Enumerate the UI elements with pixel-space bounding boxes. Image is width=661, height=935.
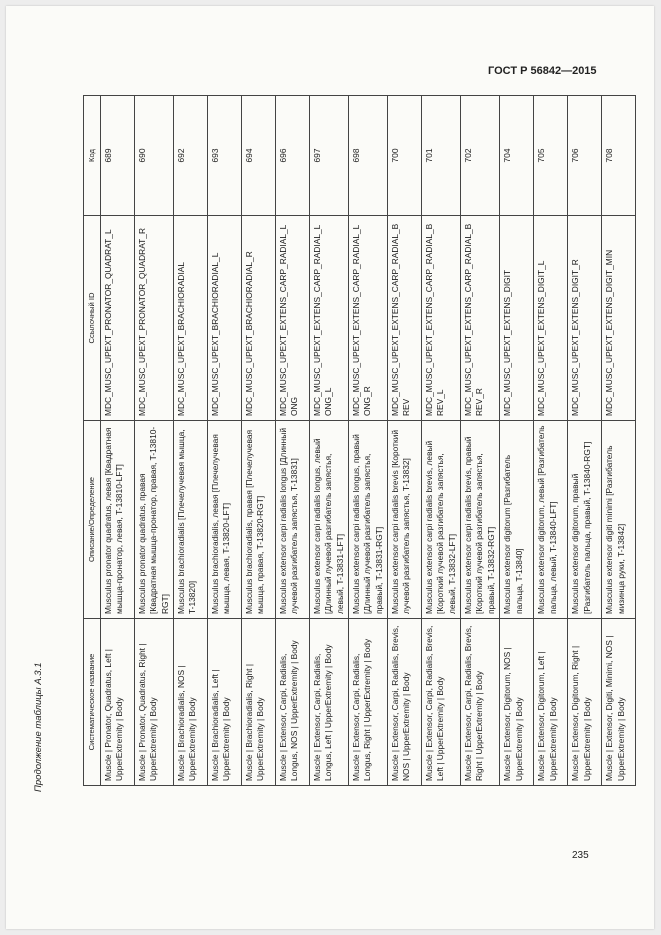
reference-id-cell: MDC_MUSC_UPEXT_EXTENS_CARP_RADIAL_LONG_R (349, 216, 388, 421)
code-cell: 700 (388, 96, 422, 216)
reference-id-cell: MDC_MUSC_UPEXT_PRONATOR_QUADRAT_L (101, 216, 135, 421)
table-row (422, 96, 461, 786)
table-row (310, 96, 349, 786)
description-cell: Musculus extensor carpi radialis longus, левый [Длинный лучевой разгибатель запястья, левый, T-13831-LFT] (310, 421, 349, 619)
table-body (101, 96, 636, 786)
reference-id-cell: MDC_MUSC_UPEXT_BRACHIORADIAL_R (242, 216, 276, 421)
description-cell: Musculus extensor carpi radialis brevis [Короткий лучевой разгибатель запястья, T-13832] (388, 421, 422, 619)
description-cell: Musculus pronator quadratus, правая [Квадратная мышца-пронатор, правая, T-13810-RGT] (135, 421, 174, 619)
code-cell: 701 (422, 96, 461, 216)
document-page (6, 6, 654, 929)
systematic-name-cell: Muscle | Extensor, Carpi, Radialis, Longus, Right | UpperExtremity | Body (349, 619, 388, 786)
description-cell: Musculus pronator quadratus, левая [Квадратная мышца-пронатор, левая, T-13810-LFT] (101, 421, 135, 619)
systematic-name-cell: Muscle | Extensor, Digiti, Minimi, NOS | UpperExtremity | Body (602, 619, 636, 786)
reference-id-cell: MDC_MUSC_UPEXT_EXTENS_DIGIT (500, 216, 534, 421)
code-cell: 702 (461, 96, 500, 216)
systematic-name-cell: Muscle | Pronator, Quadratus, Right | UpperExtremity | Body (135, 619, 174, 786)
reference-id-cell: MDC_MUSC_UPEXT_EXTENS_CARP_RADIAL_LONG_L (310, 216, 349, 421)
systematic-name-cell: Muscle | Brachioradialis, Left | UpperExtremity | Body (208, 619, 242, 786)
systematic-name-cell: Muscle | Extensor, Digitorum, Right | UpperExtremity | Body (568, 619, 602, 786)
code-cell: 697 (310, 96, 349, 216)
systematic-name-cell: Muscle | Extensor, Digitorum, NOS | UpperExtremity | Body (500, 619, 534, 786)
description-cell: Musculus brachioradialis [Плечелучевая мышца, T-13820] (174, 421, 208, 619)
description-cell: Musculus extensor carpi radialis brevis, левый [Короткий лучевой разгибатель запястья, левый, T-13832-LFT] (422, 421, 461, 619)
reference-id-cell: MDC_MUSC_UPEXT_EXTENS_CARP_RADIAL_BREV_R (461, 216, 500, 421)
description-cell: Musculus extensor digiti minimi [Разгибатель мизинца руки, T-13842] (602, 421, 636, 619)
description-cell: Musculus extensor digitorum, левый [Разгибатель пальца, левый, T-13840-LFT] (534, 421, 568, 619)
standard-header: ГОСТ Р 56842—2015 (488, 65, 597, 77)
table-row (602, 96, 636, 786)
systematic-name-cell: Muscle | Extensor, Carpi, Radialis, Longus, NOS | UpperExtremity | Body (276, 619, 310, 786)
description-cell: Musculus extensor carpi radialis longus [Длинный лучевой разгибатель запястья, T-13831] (276, 421, 310, 619)
description-cell: Musculus brachioradialis, правая [Плечелучевая мышца, правая, T-13820-RGT] (242, 421, 276, 619)
description-cell: Musculus extensor carpi radialis longus, правый [Длинный лучевой разгибатель запястья, правый, T-13831-RGT] (349, 421, 388, 619)
systematic-name-cell: Muscle | Extensor, Digitorum, Left | UpperExtremity | Body (534, 619, 568, 786)
code-cell: 705 (534, 96, 568, 216)
header-systematic-name: Систематическое название (84, 619, 101, 786)
table-row (388, 96, 422, 786)
reference-id-cell: MDC_MUSC_UPEXT_EXTENS_DIGIT_MIN (602, 216, 636, 421)
systematic-name-cell: Muscle | Extensor, Carpi, Radialis, Brevis, Left | UpperExtremity | Body (422, 619, 461, 786)
table-row (461, 96, 500, 786)
systematic-name-cell: Muscle | Extensor, Carpi, Radialis, Brevis, NOS | UpperExtremity | Body (388, 619, 422, 786)
table-row (242, 96, 276, 786)
table-row (349, 96, 388, 786)
page-number: 235 (572, 850, 589, 861)
table-row (534, 96, 568, 786)
code-cell: 704 (500, 96, 534, 216)
table-caption: Продолжение таблицы А.3.1 (33, 662, 44, 792)
reference-id-cell: MDC_MUSC_UPEXT_PRONATOR_QUADRAT_R (135, 216, 174, 421)
systematic-name-cell: Muscle | Extensor, Carpi, Radialis, Longus, Left | UpperExtremity | Body (310, 619, 349, 786)
reference-id-cell: MDC_MUSC_UPEXT_EXTENS_DIGIT_L (534, 216, 568, 421)
table-row (276, 96, 310, 786)
table-row (208, 96, 242, 786)
code-cell: 689 (101, 96, 135, 216)
table-header-row (84, 96, 101, 786)
table-row (500, 96, 534, 786)
rotated-table-wrapper (83, 96, 626, 786)
systematic-name-cell: Muscle | Extensor, Carpi, Radialis, Brevis, Right | UpperExtremity | Body (461, 619, 500, 786)
code-cell: 696 (276, 96, 310, 216)
description-cell: Musculus extensor digitorum [Разгибатель пальца, T-13840] (500, 421, 534, 619)
systematic-name-cell: Muscle | Pronator, Quadratus, Left | UpperExtremity | Body (101, 619, 135, 786)
reference-id-cell: MDC_MUSC_UPEXT_EXTENS_CARP_RADIAL_BREV_L (422, 216, 461, 421)
code-cell: 692 (174, 96, 208, 216)
reference-id-cell: MDC_MUSC_UPEXT_BRACHIORADIAL (174, 216, 208, 421)
description-cell: Musculus brachioradialis, левая [Плечелучевая мышца, левая, T-13820-LFT] (208, 421, 242, 619)
code-cell: 690 (135, 96, 174, 216)
systematic-name-cell: Muscle | Brachioradialis, Right | UpperExtremity | Body (242, 619, 276, 786)
reference-id-cell: MDC_MUSC_UPEXT_EXTENS_CARP_RADIAL_BREV (388, 216, 422, 421)
code-cell: 693 (208, 96, 242, 216)
code-cell: 694 (242, 96, 276, 216)
table-row (174, 96, 208, 786)
header-reference-id: Ссылочный ID (84, 216, 101, 421)
reference-id-cell: MDC_MUSC_UPEXT_EXTENS_CARP_RADIAL_LONG (276, 216, 310, 421)
table-row (135, 96, 174, 786)
data-table (83, 95, 636, 786)
table-row (101, 96, 135, 786)
description-cell: Musculus extensor carpi radialis brevis, правый [Короткий лучевой разгибатель запястья, правый, T-13832-RGT] (461, 421, 500, 619)
code-cell: 698 (349, 96, 388, 216)
header-code: Код (84, 96, 101, 216)
code-cell: 708 (602, 96, 636, 216)
table-row (568, 96, 602, 786)
reference-id-cell: MDC_MUSC_UPEXT_EXTENS_DIGIT_R (568, 216, 602, 421)
description-cell: Musculus extensor digitorum, правый [Разгибатель пальца, правый, T-13840-RGT] (568, 421, 602, 619)
code-cell: 706 (568, 96, 602, 216)
header-description: Описание/Определение (84, 421, 101, 619)
reference-id-cell: MDC_MUSC_UPEXT_BRACHIORADIAL_L (208, 216, 242, 421)
systematic-name-cell: Muscle | Brachioradialis, NOS | UpperExtremity | Body (174, 619, 208, 786)
